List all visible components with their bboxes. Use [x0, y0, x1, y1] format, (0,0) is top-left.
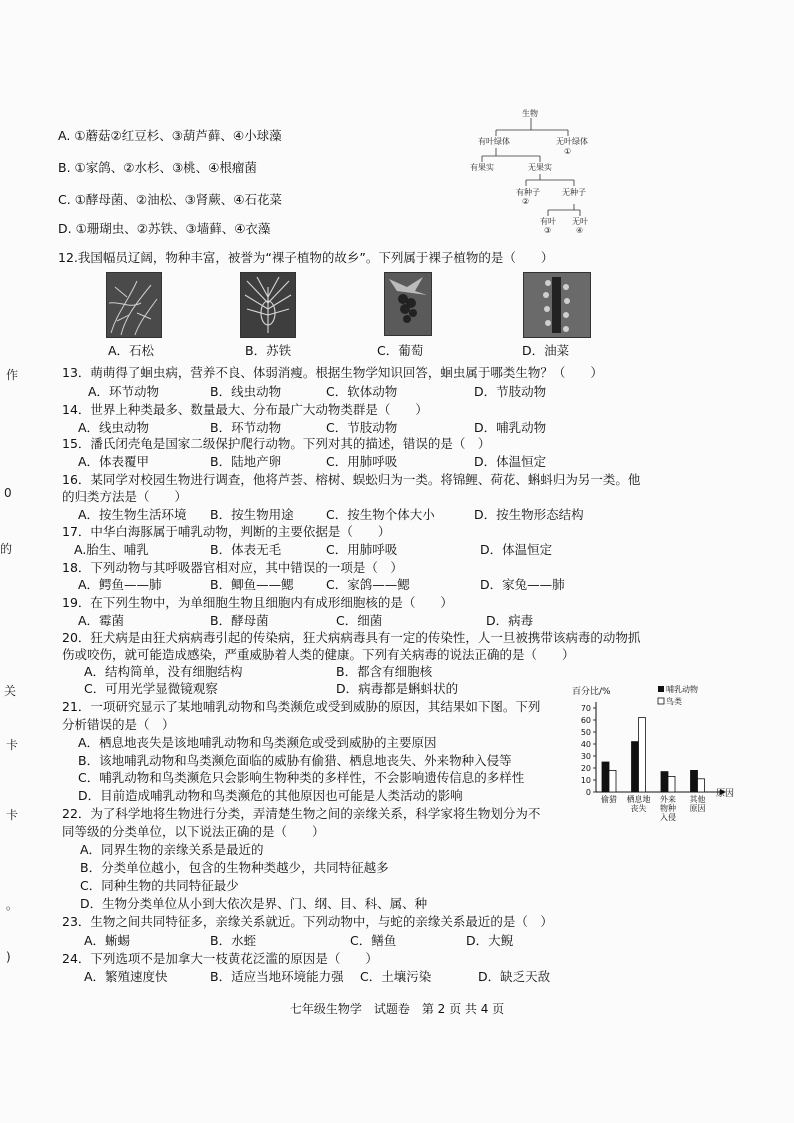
q16-option-b[interactable]: B．按生物用途 [210, 507, 294, 522]
q21-stem-cont: 分析错误的是（ ） [62, 717, 175, 732]
tree-node-number: ③ [544, 226, 552, 235]
q12-option-b[interactable]: B．苏铁 [245, 343, 292, 358]
q19-stem: 19．在下列生物中，为单细胞生物且细胞内有成形细胞核的是（ ） [62, 595, 453, 610]
photo-youcai [523, 272, 591, 338]
margin-fragment: 卡 [6, 808, 19, 822]
chart-category-label: 丧失 [630, 804, 647, 813]
endangered-causes-bar-chart [566, 680, 766, 830]
chart-y-tick-label: 60 [580, 716, 591, 725]
chart-category-label: 栖息地 [626, 795, 651, 804]
q14-option-c[interactable]: C．节肢动物 [326, 420, 398, 435]
q23-option-c[interactable]: C．鳝鱼 [350, 933, 397, 948]
q18-stem: 18．下列动物与其呼吸器官相对应，其中错误的一项是（ ） [62, 560, 403, 575]
q13-stem: 13．萌萌得了蛔虫病，营养不良、体弱消瘦。根据生物学知识回答，蛔虫属于哪类生物？（ ） [62, 365, 603, 380]
q19-option-c[interactable]: C．细菌 [336, 613, 383, 628]
q20-option-d[interactable]: D．病毒都是蝌蚪状的 [336, 681, 459, 696]
q23-stem: 23．生物之间共同特征多，亲缘关系就近。下列动物中，与蛇的亲缘关系最近的是（ ） [62, 914, 553, 929]
q19-option-b[interactable]: B．酵母菌 [210, 613, 269, 628]
q21-stem: 21．一项研究显示了某地哺乳动物和鸟类濒危或受到威胁的原因，其结果如下图。下列 [62, 699, 541, 714]
chart-category-label: 偷猎 [601, 795, 617, 804]
tree-node: 无叶绿体 [556, 137, 588, 146]
tree-node: 有叶绿体 [478, 137, 510, 146]
q11-option-d[interactable]: D. ①珊瑚虫、②苏铁、③墙藓、④衣藻 [58, 221, 271, 236]
q20-stem-cont: 伤或咬伤，就可能造成感染，严重威胁着人类的健康。下列有关病毒的说法正确的是（ ） [62, 647, 575, 662]
chart-y-tick-label: 20 [580, 764, 591, 773]
q22-stem: 22．为了科学地将生物进行分类，弄清楚生物之间的亲缘关系，科学家将生物划分为不 [62, 806, 541, 821]
q22-option-c[interactable]: C．同种生物的共同特征最少 [80, 878, 239, 893]
q21-option-a[interactable]: A．栖息地丧失是该地哺乳动物和鸟类濒危或受到威胁的主要原因 [78, 735, 437, 750]
q16-stem: 16．某同学对校园生物进行调查，他将芦荟、榕树、蜈蚣归为一类。将锦鲤、荷花、蝌蚪归为另一类。他 [62, 472, 641, 487]
q18-option-b[interactable]: B．鲫鱼——鳃 [210, 577, 294, 592]
chart-y-tick-label: 10 [580, 776, 591, 785]
chart-bar-bird [668, 776, 675, 792]
margin-fragment: 作 [6, 368, 19, 382]
tree-node-number: ① [564, 147, 572, 156]
tree-node-number: ④ [576, 226, 584, 235]
q16-stem-cont: 的归类方法是（ ） [62, 489, 188, 504]
q24-option-b[interactable]: B．适应当地环境能力强 [210, 969, 344, 984]
photo-shisong [106, 272, 162, 338]
margin-fragment: ) [6, 950, 11, 964]
q17-option-a[interactable]: A.胎生、哺乳 [74, 542, 149, 557]
q12-option-a[interactable]: A．石松 [108, 343, 155, 358]
margin-fragment: 的 [0, 542, 13, 556]
q22-option-a[interactable]: A．同界生物的亲缘关系是最近的 [80, 842, 264, 857]
q24-option-d[interactable]: D．缺乏天敌 [478, 969, 551, 984]
margin-fragment: 。 [6, 898, 19, 912]
chart-bar-mammal [691, 770, 698, 792]
q13-option-c[interactable]: C．软体动物 [326, 384, 398, 399]
q11-option-b[interactable]: B. ①家鸽、②水杉、③桃、④根瘤菌 [58, 160, 257, 175]
q23-option-a[interactable]: A．蜥蜴 [84, 933, 131, 948]
chart-category-label: 原因 [689, 804, 706, 813]
q11-option-c[interactable]: C. ①酵母菌、②油松、③肾蕨、④石花菜 [58, 192, 283, 207]
q24-option-c[interactable]: C．土壤污染 [360, 969, 432, 984]
margin-fragment: 0 [4, 486, 12, 500]
chart-y-tick-label: 0 [585, 788, 591, 797]
q18-option-c[interactable]: C．家鸽——鳃 [326, 577, 410, 592]
legend-swatch-mammal [658, 686, 664, 692]
legend-label-bird: 鸟类 [666, 697, 682, 706]
q13-option-a[interactable]: A．环节动物 [88, 384, 160, 399]
q20-option-c[interactable]: C．可用光学显微镜观察 [84, 681, 218, 696]
q18-option-d[interactable]: D．家兔——肺 [480, 577, 565, 592]
chart-xlabel: 原因 [716, 789, 735, 799]
q24-stem: 24．下列选项不是加拿大一枝黄花泛滥的原因是（ ） [62, 951, 378, 966]
q22-option-b[interactable]: B．分类单位越小，包含的生物种类越少，共同特征越多 [80, 860, 389, 875]
tree-node: 有种子 [516, 188, 540, 197]
chart-ylabel: 百分比/% [572, 687, 611, 697]
tree-node: 无叶 [572, 217, 588, 226]
q14-option-a[interactable]: A．线虫动物 [78, 420, 150, 435]
q16-option-d[interactable]: D．按生物形态结构 [474, 507, 584, 522]
q21-option-d[interactable]: D．目前造成哺乳动物和鸟类濒危的其他原因也可能是人类活动的影响 [78, 788, 463, 803]
q16-option-a[interactable]: A．按生物生活环境 [78, 507, 187, 522]
tree-node-number: ② [522, 197, 530, 206]
q12-stem: 12.我国幅员辽阔，物种丰富，被誉为“裸子植物的故乡”。下列属于裸子植物的是（ ） [58, 250, 554, 265]
chart-bar-mammal [602, 762, 609, 792]
q21-option-c[interactable]: C．哺乳动物和鸟类濒危只会影响生物种类的多样性，不会影响遗传信息的多样性 [78, 770, 525, 785]
chart-y-tick-label: 70 [580, 704, 591, 713]
tree-node: 无果实 [528, 163, 552, 172]
chart-category-label: 物种 [660, 804, 676, 813]
q22-stem-cont: 同等级的分类单位，以下说法正确的是（ ） [62, 824, 325, 839]
q20-option-b[interactable]: B．都含有细胞核 [336, 664, 433, 679]
tree-node: 无种子 [562, 188, 586, 197]
tree-node: 有果实 [470, 163, 494, 172]
q15-option-c[interactable]: C．用肺呼吸 [326, 454, 398, 469]
chart-bar-mammal [632, 742, 639, 792]
q14-option-b[interactable]: B．环节动物 [210, 420, 282, 435]
q15-option-b[interactable]: B．陆地产卵 [210, 454, 282, 469]
q17-stem: 17．中华白海豚属于哺乳动物，判断的主要依据是（ ） [62, 524, 391, 539]
q24-option-a[interactable]: A．繁殖速度快 [84, 969, 168, 984]
chart-bar-bird [609, 770, 616, 792]
q15-stem: 15．潘氏闭壳龟是国家二级保护爬行动物。下列对其的描述，错误的是（ ） [62, 436, 491, 451]
photo-putao [384, 272, 432, 336]
chart-category-label: 外来 [660, 795, 676, 804]
chart-category-label: 其他 [689, 795, 706, 804]
q20-stem: 20．狂犬病是由狂犬病病毒引起的传染病，狂犬病病毒具有一定的传染性，人一旦被携带该病毒的动物抓 [62, 630, 641, 645]
chart-bar-bird [698, 779, 705, 792]
q15-option-a[interactable]: A．体表覆甲 [78, 454, 150, 469]
chart-y-tick-label: 30 [580, 752, 591, 761]
margin-fragment: 关 [4, 684, 17, 698]
q23-option-d[interactable]: D．大鲵 [466, 933, 514, 948]
q14-option-d[interactable]: D．哺乳动物 [474, 420, 547, 435]
q19-option-d[interactable]: D．病毒 [486, 613, 534, 628]
chart-bar-bird [639, 718, 646, 792]
q11-option-a[interactable]: A. ①蘑菇②红豆杉、③葫芦藓、④小球藻 [58, 128, 282, 143]
q15-option-d[interactable]: D．体温恒定 [474, 454, 547, 469]
chart-category-label: 入侵 [660, 813, 676, 822]
classification-tree-diagram [470, 106, 610, 236]
tree-root: 生物 [522, 109, 538, 118]
legend-swatch-bird [658, 698, 664, 704]
q12-option-c[interactable]: C．葡萄 [377, 343, 424, 358]
q14-stem: 14．世界上种类最多、数量最大、分布最广大动物类群是（ ） [62, 402, 428, 417]
q18-option-a[interactable]: A．鳄鱼——肺 [78, 577, 162, 592]
q17-option-c[interactable]: C．用肺呼吸 [326, 542, 398, 557]
chart-y-tick-label: 40 [580, 740, 591, 749]
q19-option-a[interactable]: A．霉菌 [78, 613, 125, 628]
q20-option-a[interactable]: A．结构简单，没有细胞结构 [84, 664, 243, 679]
chart-y-tick-label: 50 [580, 728, 591, 737]
q17-option-d[interactable]: D．体温恒定 [480, 542, 553, 557]
chart-bar-mammal [661, 772, 668, 792]
q17-option-b[interactable]: B．体表无毛 [210, 542, 282, 557]
q22-option-d[interactable]: D．生物分类单位从小到大依次是界、门、纲、目、科、属、种 [80, 896, 428, 911]
q13-option-d[interactable]: D．节肢动物 [474, 384, 547, 399]
q21-option-b[interactable]: B．该地哺乳动物和鸟类濒危面临的威胁有偷猎、栖息地丧失、外来物种入侵等 [78, 753, 512, 768]
q23-option-b[interactable]: B．水蛭 [210, 933, 257, 948]
q16-option-c[interactable]: C．按生物个体大小 [326, 507, 435, 522]
legend-label-mammal: 哺乳动物 [666, 685, 698, 694]
q13-option-b[interactable]: B．线虫动物 [210, 384, 282, 399]
photo-sutie [240, 272, 296, 338]
q12-option-d[interactable]: D．油菜 [522, 343, 570, 358]
margin-fragment: 卡 [6, 738, 19, 752]
tree-node: 有叶 [540, 217, 556, 226]
page-footer: 七年级生物学 试题卷 第 2 页 共 4 页 [289, 1002, 505, 1016]
